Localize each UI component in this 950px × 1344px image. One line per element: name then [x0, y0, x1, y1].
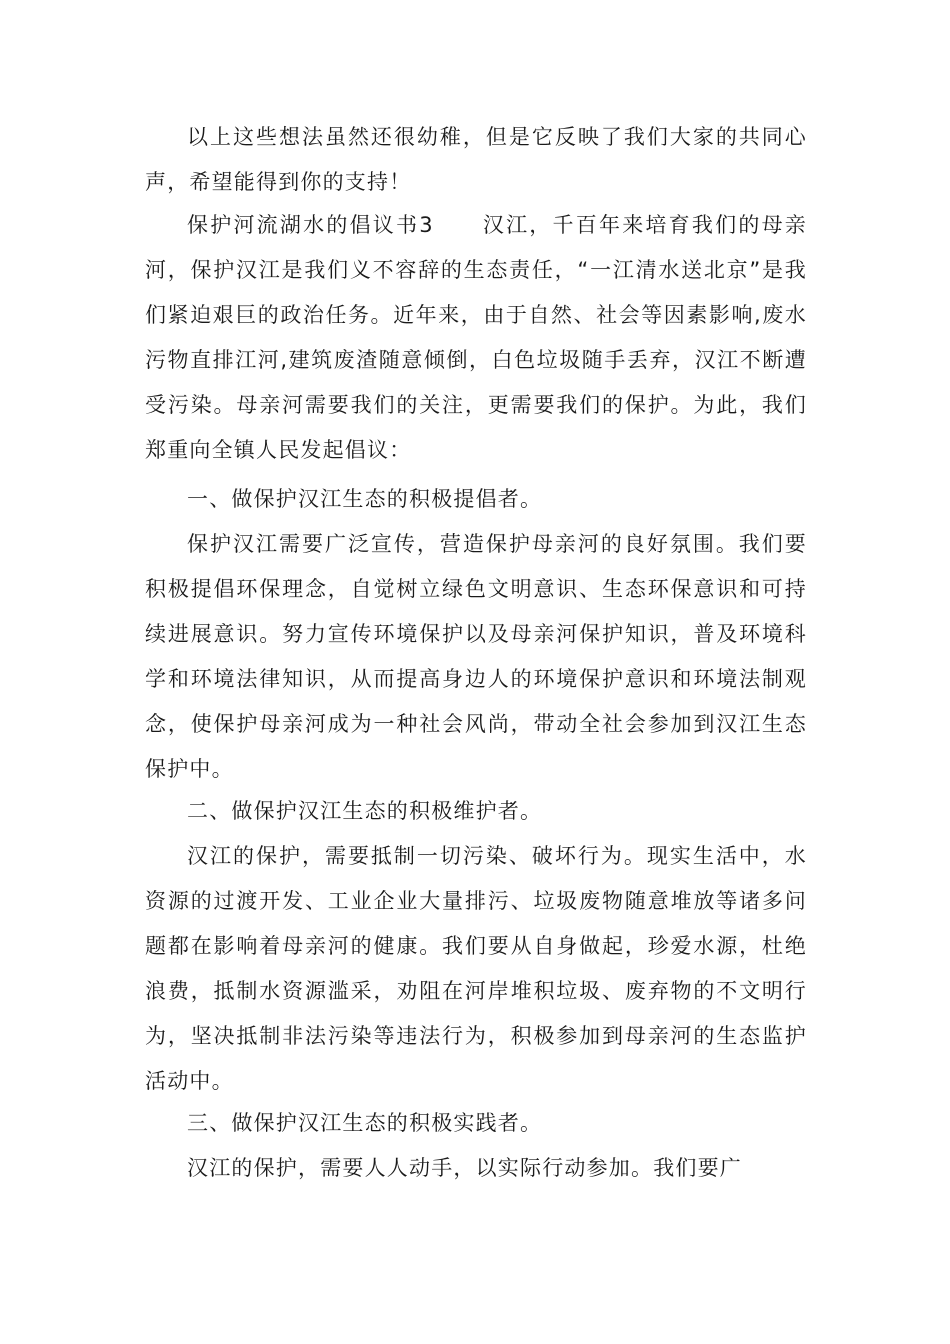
section-heading-2 — [145, 789, 807, 834]
paragraph-text: 汉江的保护，需要抵制一切污染、破坏行为。现实生活中，水资源的过渡开发、工业企业大量排污、垃圾废物随意堆放等诸多问题都在影响着母亲河的健康。我们要从自身做起，珍爱水源，杜绝浪费，抵制水资源滥采，劝阻在河岸堆积垃圾、废弃物的不文明行为，坚决抵制非法污染等违法行为，积极参加到母亲河的生态监护活动中。 — [145, 844, 807, 1093]
heading-text: 二、做保护汉江生态的积极维护者。 — [187, 799, 543, 823]
paragraph-text: 保护汉江需要广泛宣传，营造保护母亲河的良好氛围。我们要积极提倡环保理念，自觉树立绿色文明意识、生态环保意识和可持续进展意识。努力宣传环境保护以及母亲河保护知识，普及环境科学和环境法律知识，从而提高身边人的环境保护意识和环境法制观念，使保护母亲河成为一种社会风尚，带动全社会参加到汉江生态保护中。 — [145, 532, 807, 781]
paragraph-text: 以上这些想法虽然还很幼稚，但是它反映了我们大家的共同心声，希望能得到你的支持！ — [145, 125, 807, 194]
proposal-intro-paragraph — [145, 203, 807, 473]
heading-text: 三、做保护汉江生态的积极实践者。 — [187, 1111, 543, 1135]
section-heading-1 — [145, 477, 807, 522]
heading-text: 一、做保护汉江生态的积极提倡者。 — [187, 487, 543, 511]
closing-paragraph — [145, 115, 807, 205]
paragraph-text: 汉江的保护，需要人人动手，以实际行动参加。我们要广 — [187, 1156, 742, 1180]
paragraph-text: 汉江，千百年来培育我们的母亲河，保护汉江是我们义不容辞的生态责任，“一江清水送北京”是我们紧迫艰巨的政治任务。近年来，由于自然、社会等因素影响,废水污物直排江河,建筑废渣随意倾倒，白色垃圾随手丢弃，汉江不断遭受污染。母亲河需要我们的关注，更需要我们的保护。为此，我们郑重向全镇人民发起倡议： — [145, 213, 807, 462]
section-body-2 — [145, 834, 807, 1104]
section-body-3 — [145, 1146, 807, 1191]
section-body-1 — [145, 522, 807, 792]
section-heading-3 — [145, 1101, 807, 1146]
proposal-title: 保护河流湖水的倡议书3 — [187, 213, 434, 237]
